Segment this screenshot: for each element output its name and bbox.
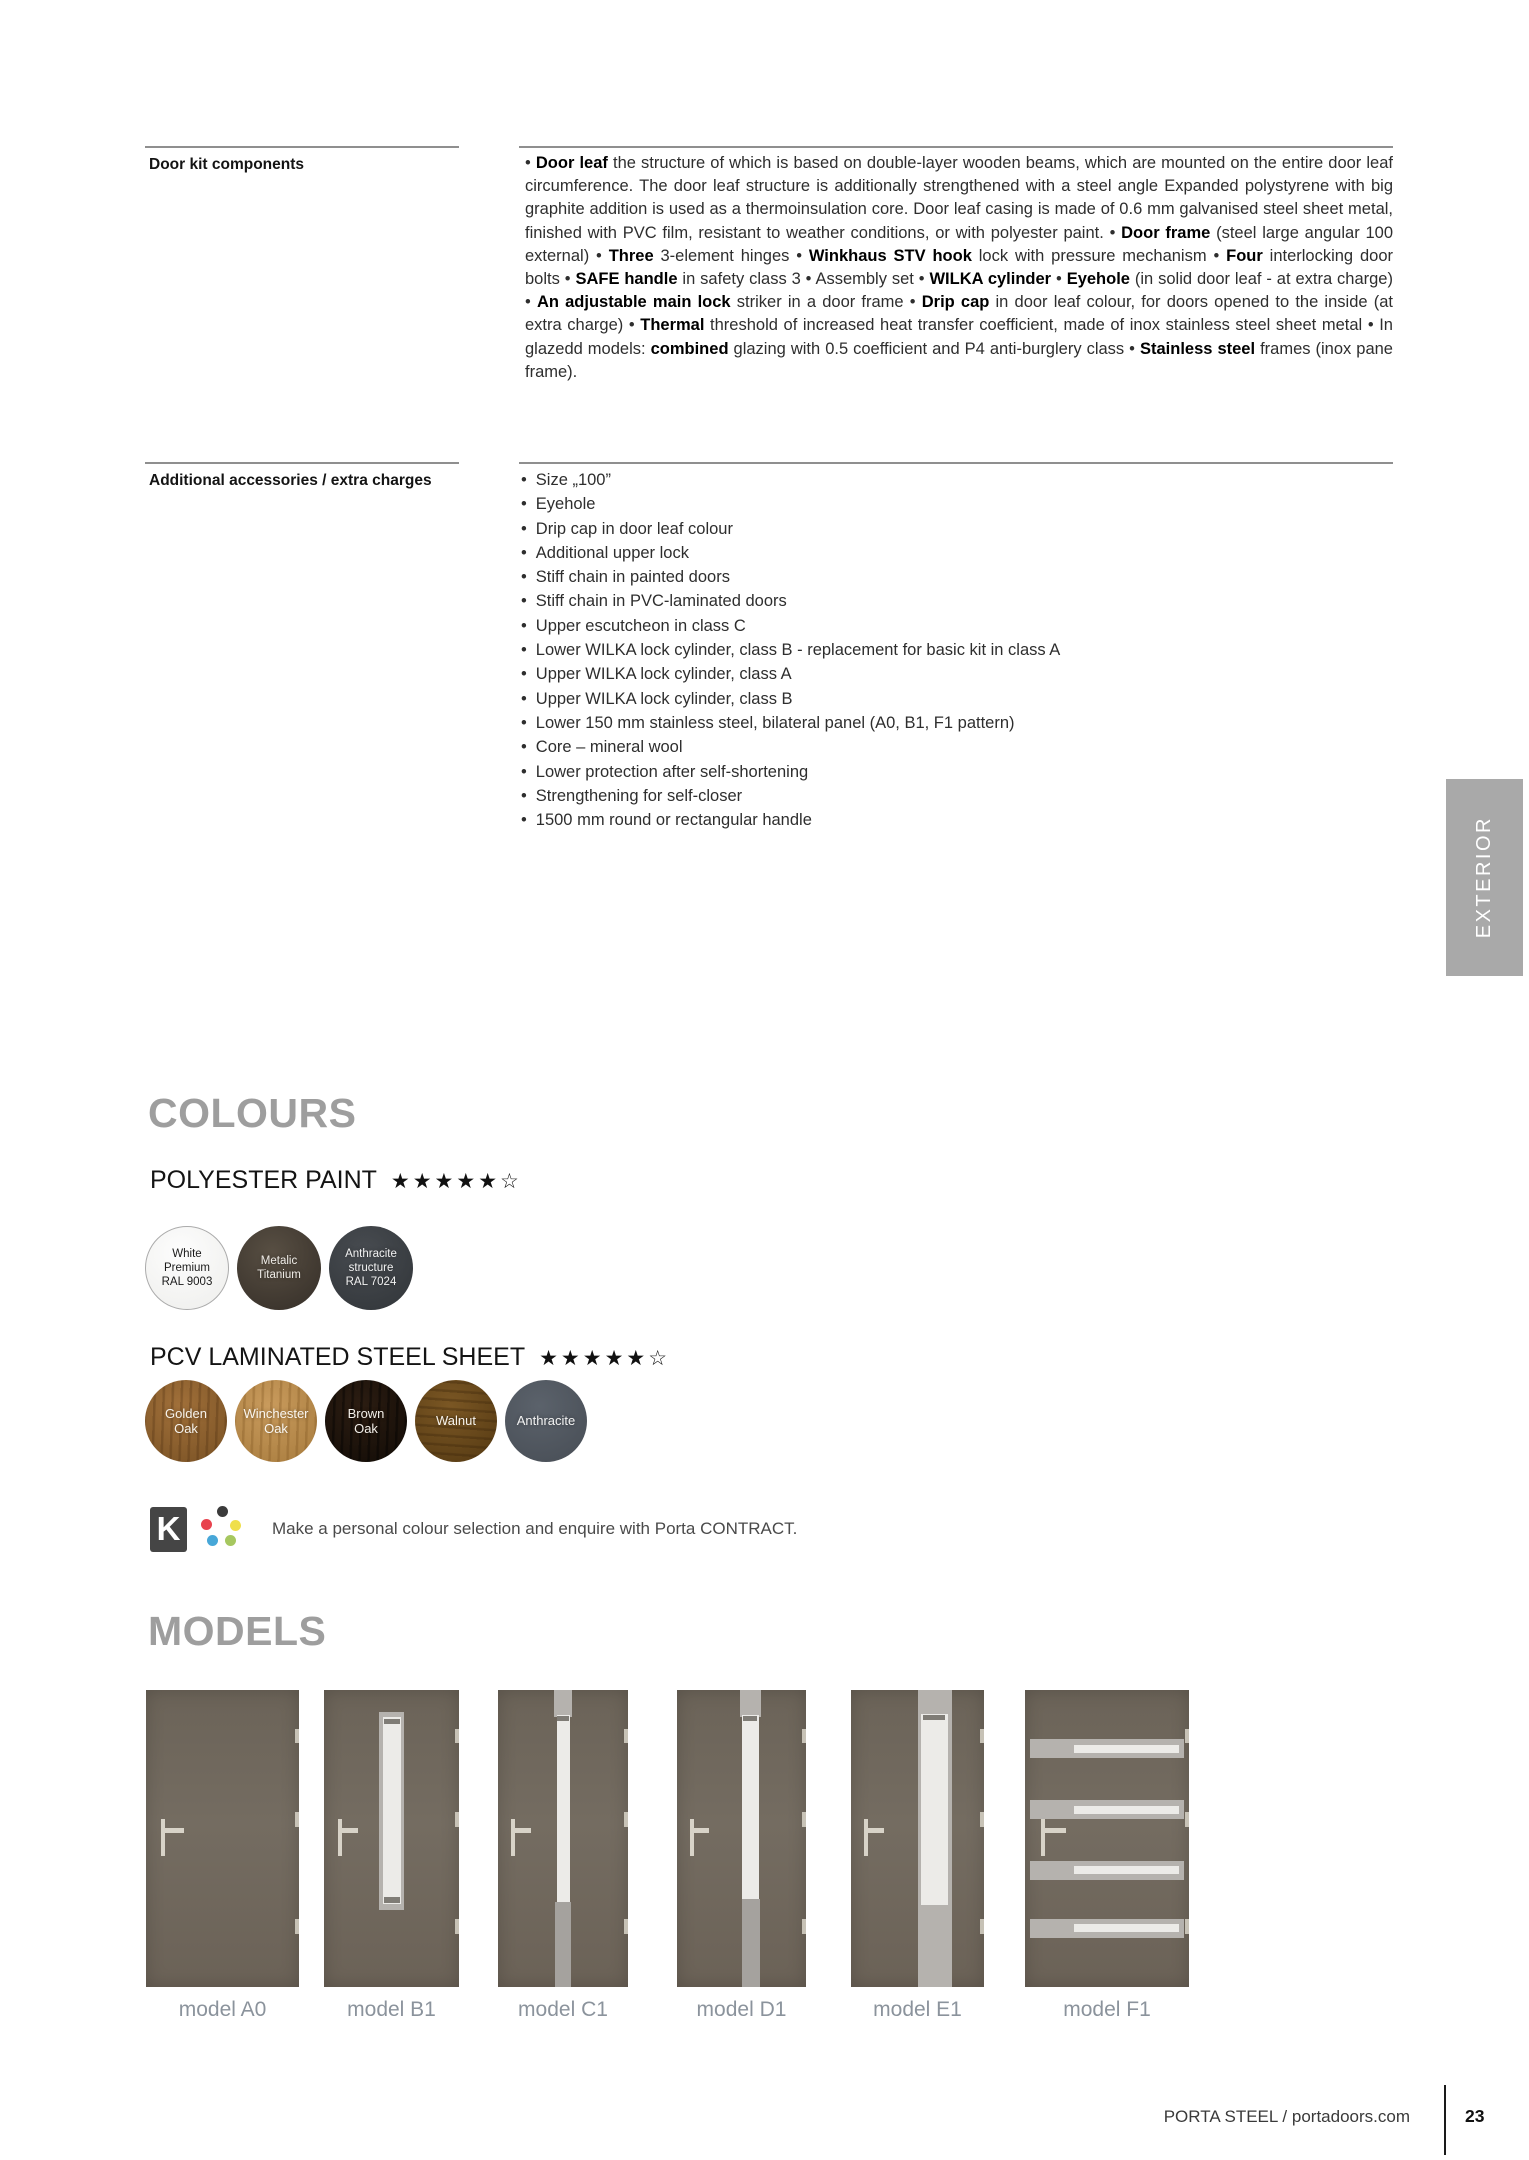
door-glazing-panel <box>923 1715 946 1720</box>
polyester-paint-label: POLYESTER PAINT <box>150 1166 377 1194</box>
polyester-rating-stars: ★★★★★☆ <box>390 1170 522 1193</box>
swatch-label-line: Anthracite <box>345 1248 397 1260</box>
door-glazing-panel <box>742 1715 759 1899</box>
colour-swatch-anthracite-structure-ral-7024 <box>329 1226 413 1310</box>
paragraph-segment: Door frame <box>1121 223 1211 242</box>
door-image-b1 <box>324 1690 459 1987</box>
paragraph-segment: Eyehole <box>1066 270 1130 289</box>
door-hinge-icon <box>455 1729 459 1744</box>
colour-swatch-anthracite <box>505 1380 587 1462</box>
section-label-door-kit: Door kit components <box>149 156 305 173</box>
accessory-item: • Additional upper lock <box>521 541 1241 565</box>
door-hinge-icon <box>455 1919 459 1934</box>
door-glazing-panel <box>1074 1866 1179 1874</box>
door-image-c1 <box>498 1690 628 1987</box>
accessory-item: • Stiff chain in painted doors <box>521 565 1241 589</box>
door-hinge-icon <box>1185 1919 1189 1934</box>
door-handle-icon <box>690 1828 709 1833</box>
paragraph-segment: in door leaf colour, for doors opened to the inside (at extra charge) • <box>525 293 1393 335</box>
paragraph-segment: (steel large angular 100 external) • <box>525 223 1393 265</box>
swatch-label-line: Oak <box>354 1421 378 1436</box>
door-handle-icon <box>161 1819 165 1856</box>
colour-swatch-metalic-titanium <box>237 1226 321 1310</box>
paragraph-segment: interlocking door bolts • <box>525 246 1393 289</box>
paragraph-segment: Door leaf <box>535 154 608 172</box>
accessory-item: • Upper escutcheon in class C <box>521 614 1241 638</box>
contract-note: Make a personal colour selection and enquire with Porta CONTRACT. <box>272 1519 798 1538</box>
door-handle-icon <box>690 1819 694 1856</box>
paragraph-segment: glazing with 0.5 coefficient and P4 anti-burglery class • <box>728 339 1140 358</box>
door-glazing-panel <box>740 1690 761 1717</box>
models-section-title: MODELS <box>148 1608 327 1654</box>
door-glazing-panel <box>384 1897 400 1903</box>
accessories-list <box>521 468 1241 832</box>
door-hinge-icon <box>624 1729 628 1744</box>
door-hinge-icon <box>295 1812 299 1827</box>
door-model-label: model D1 <box>696 1998 787 2021</box>
paragraph-segment: 3-element hinges • <box>653 246 809 265</box>
pcv-sheet-heading <box>150 1343 670 1372</box>
swatch-label-line: Titanium <box>257 1269 301 1281</box>
footer-divider <box>1444 2085 1446 2155</box>
door-glazing-panel <box>743 1716 757 1721</box>
page-number: 23 <box>1465 2106 1485 2126</box>
paragraph-segment: Stainless steel <box>1139 339 1256 358</box>
door-hinge-icon <box>980 1919 984 1934</box>
paragraph-segment: An adjustable main lock <box>536 293 731 312</box>
colour-dot-icon <box>201 1519 212 1530</box>
pcv-sheet-label: PCV LAMINATED STEEL SHEET <box>150 1343 526 1371</box>
door-image-f1 <box>1025 1690 1189 1987</box>
swatch-label-line: Brown <box>347 1405 385 1421</box>
footer-brand: PORTA STEEL / portadoors.com <box>1163 2107 1410 2126</box>
door-glazing-panel <box>383 1717 401 1904</box>
swatch-label-line: Metalic <box>260 1255 298 1267</box>
colour-dot-icon <box>225 1535 236 1546</box>
paragraph-segment: lock with pressure mechanism • <box>971 246 1227 265</box>
accessory-item: • Lower protection after self-shortening <box>521 760 1241 784</box>
door-model-label: model B1 <box>347 1998 436 2021</box>
divider-line <box>145 462 459 464</box>
accessory-item: • Drip cap in door leaf colour <box>521 517 1241 541</box>
door-hinge-icon <box>1185 1729 1189 1744</box>
paragraph-segment: the structure of which is based on double-layer wooden beams, which are mounted on the entire door leaf circumference. The door leaf structure is additionally strengthened with a steel angle Expanded polystyrene with big graphite addition is used as a thermoinsulation core. Door leaf casing is made of 0.6 mm galvanised steel sheet metal, finished with PVC film, resistant to weather conditions, or with polyester paint. • <box>525 154 1393 242</box>
paragraph-segment: WILKA cylinder <box>929 270 1052 289</box>
colour-dot-icon <box>207 1535 218 1546</box>
swatch-label-line: Winchester <box>243 1405 309 1421</box>
paragraph-segment: Winkhaus STV hook <box>808 246 972 265</box>
door-glazing-panel <box>1074 1806 1179 1814</box>
door-handle-icon <box>338 1828 358 1833</box>
swatch-label-line: RAL 9003 <box>161 1276 213 1288</box>
pcv-swatch-row <box>145 1380 587 1462</box>
door-handle-icon <box>338 1819 342 1856</box>
door-glazing-panel <box>554 1690 572 1717</box>
exterior-tab-label: EXTERIOR <box>1473 816 1495 939</box>
paragraph-segment: frames (inox pane frame). <box>525 339 1393 381</box>
door-glazing-panel <box>557 1716 569 1721</box>
door-hinge-icon <box>1185 1812 1189 1827</box>
colour-swatch-brown-oak <box>325 1380 407 1462</box>
colour-dots-icon <box>196 1506 246 1552</box>
accessory-item: • Upper WILKA lock cylinder, class A <box>521 662 1241 686</box>
paragraph-segment: Thermal <box>640 316 705 335</box>
swatch-label-line: Walnut <box>436 1413 476 1429</box>
divider-line <box>145 146 459 148</box>
paragraph-segment: threshold of increased heat transfer coefficient, made of inox stainless steel sheet metal • In glazedd models: <box>525 316 1393 358</box>
door-hinge-icon <box>624 1919 628 1934</box>
colour-dot-icon <box>230 1520 241 1531</box>
paragraph-segment: Three <box>608 246 654 265</box>
paragraph-segment: Four <box>1226 246 1263 265</box>
paragraph-segment: SAFE handle <box>575 270 678 289</box>
porta-contract-block <box>150 1504 797 1554</box>
door-glazing-panel <box>557 1715 571 1902</box>
divider-line <box>519 462 1393 464</box>
door-hinge-icon <box>295 1919 299 1934</box>
swatch-label-line: Anthracite <box>516 1413 576 1429</box>
accessory-item: • Stiff chain in PVC-laminated doors <box>521 589 1241 613</box>
door-hinge-icon <box>295 1729 299 1744</box>
door-handle-icon <box>511 1819 515 1856</box>
door-model-label: model C1 <box>518 1998 608 2021</box>
door-handle-icon <box>864 1819 868 1856</box>
accessory-item: • Core – mineral wool <box>521 735 1241 759</box>
paragraph-segment: Drip cap <box>921 293 990 312</box>
door-handle-icon <box>161 1828 184 1833</box>
door-handle-icon <box>864 1828 884 1833</box>
polyester-swatch-row <box>145 1226 413 1310</box>
door-model-label: model A0 <box>178 1998 267 2021</box>
swatch-label-line: RAL 7024 <box>345 1276 397 1288</box>
paragraph-segment: • <box>525 154 536 172</box>
colour-swatch-walnut <box>415 1380 497 1462</box>
paragraph-segment: combined <box>650 339 729 358</box>
paragraph-segment: • <box>1051 270 1067 289</box>
accessory-item: • Lower WILKA lock cylinder, class B - replacement for basic kit in class A <box>521 638 1241 662</box>
door-hinge-icon <box>802 1812 806 1827</box>
pcv-rating-stars: ★★★★★☆ <box>539 1347 671 1370</box>
accessory-item: • Eyehole <box>521 492 1241 516</box>
swatch-label-line: Golden <box>165 1405 207 1421</box>
swatch-label-line: Premium <box>163 1262 210 1274</box>
door-handle-icon <box>1041 1819 1045 1856</box>
paragraph-segment: in safety class 3 • Assembly set • <box>677 270 930 289</box>
door-model-label: model E1 <box>873 1998 962 2021</box>
door-image-d1 <box>677 1690 806 1987</box>
swatch-label-line: White <box>172 1248 202 1260</box>
swatch-label-line: Oak <box>264 1421 288 1436</box>
door-handle-icon <box>1041 1828 1066 1833</box>
door-glazing-panel <box>1074 1745 1179 1753</box>
colour-swatch-white-premium-ral-9003 <box>145 1226 229 1310</box>
door-hinge-icon <box>980 1812 984 1827</box>
door-hinge-icon <box>802 1729 806 1744</box>
door-hinge-icon <box>980 1729 984 1744</box>
swatch-label-line: Oak <box>174 1421 198 1436</box>
door-handle-icon <box>511 1828 531 1833</box>
accessory-item: • 1500 mm round or rectangular handle <box>521 808 1241 832</box>
door-glazing-panel <box>1074 1924 1179 1932</box>
accessory-item: • Upper WILKA lock cylinder, class B <box>521 687 1241 711</box>
door-glazing-panel <box>742 1899 760 1987</box>
accessory-item: • Strengthening for self-closer <box>521 784 1241 808</box>
door-image-a0 <box>146 1690 299 1987</box>
paragraph-segment: (in solid door leaf - at extra charge) • <box>525 270 1393 312</box>
door-glazing-panel <box>384 1719 400 1725</box>
accessory-item: • Lower 150 mm stainless steel, bilateral panel (A0, B1, F1 pattern) <box>521 711 1241 735</box>
k-logo: K <box>150 1507 187 1552</box>
door-kit-description <box>525 152 1393 384</box>
door-glazing-panel <box>555 1902 571 1987</box>
door-hinge-icon <box>802 1919 806 1934</box>
section-label-accessories: Additional accessories / extra charges <box>149 472 432 489</box>
door-hinge-icon <box>624 1812 628 1827</box>
paragraph-segment: striker in a door frame • <box>730 293 922 312</box>
colour-swatch-winchester-oak <box>235 1380 317 1462</box>
door-hinge-icon <box>455 1812 459 1827</box>
door-model-label: model F1 <box>1063 1998 1151 2021</box>
colour-swatch-golden-oak <box>145 1380 227 1462</box>
accessory-item: • Size „100” <box>521 468 1241 492</box>
colours-section-title: COLOURS <box>148 1090 357 1136</box>
divider-line <box>519 146 1393 148</box>
door-image-e1 <box>851 1690 984 1987</box>
polyester-paint-heading <box>150 1166 522 1195</box>
door-glazing-panel <box>921 1714 948 1906</box>
colour-dot-icon <box>217 1506 228 1517</box>
exterior-side-tab <box>1446 779 1523 976</box>
swatch-label-line: structure <box>348 1262 394 1274</box>
